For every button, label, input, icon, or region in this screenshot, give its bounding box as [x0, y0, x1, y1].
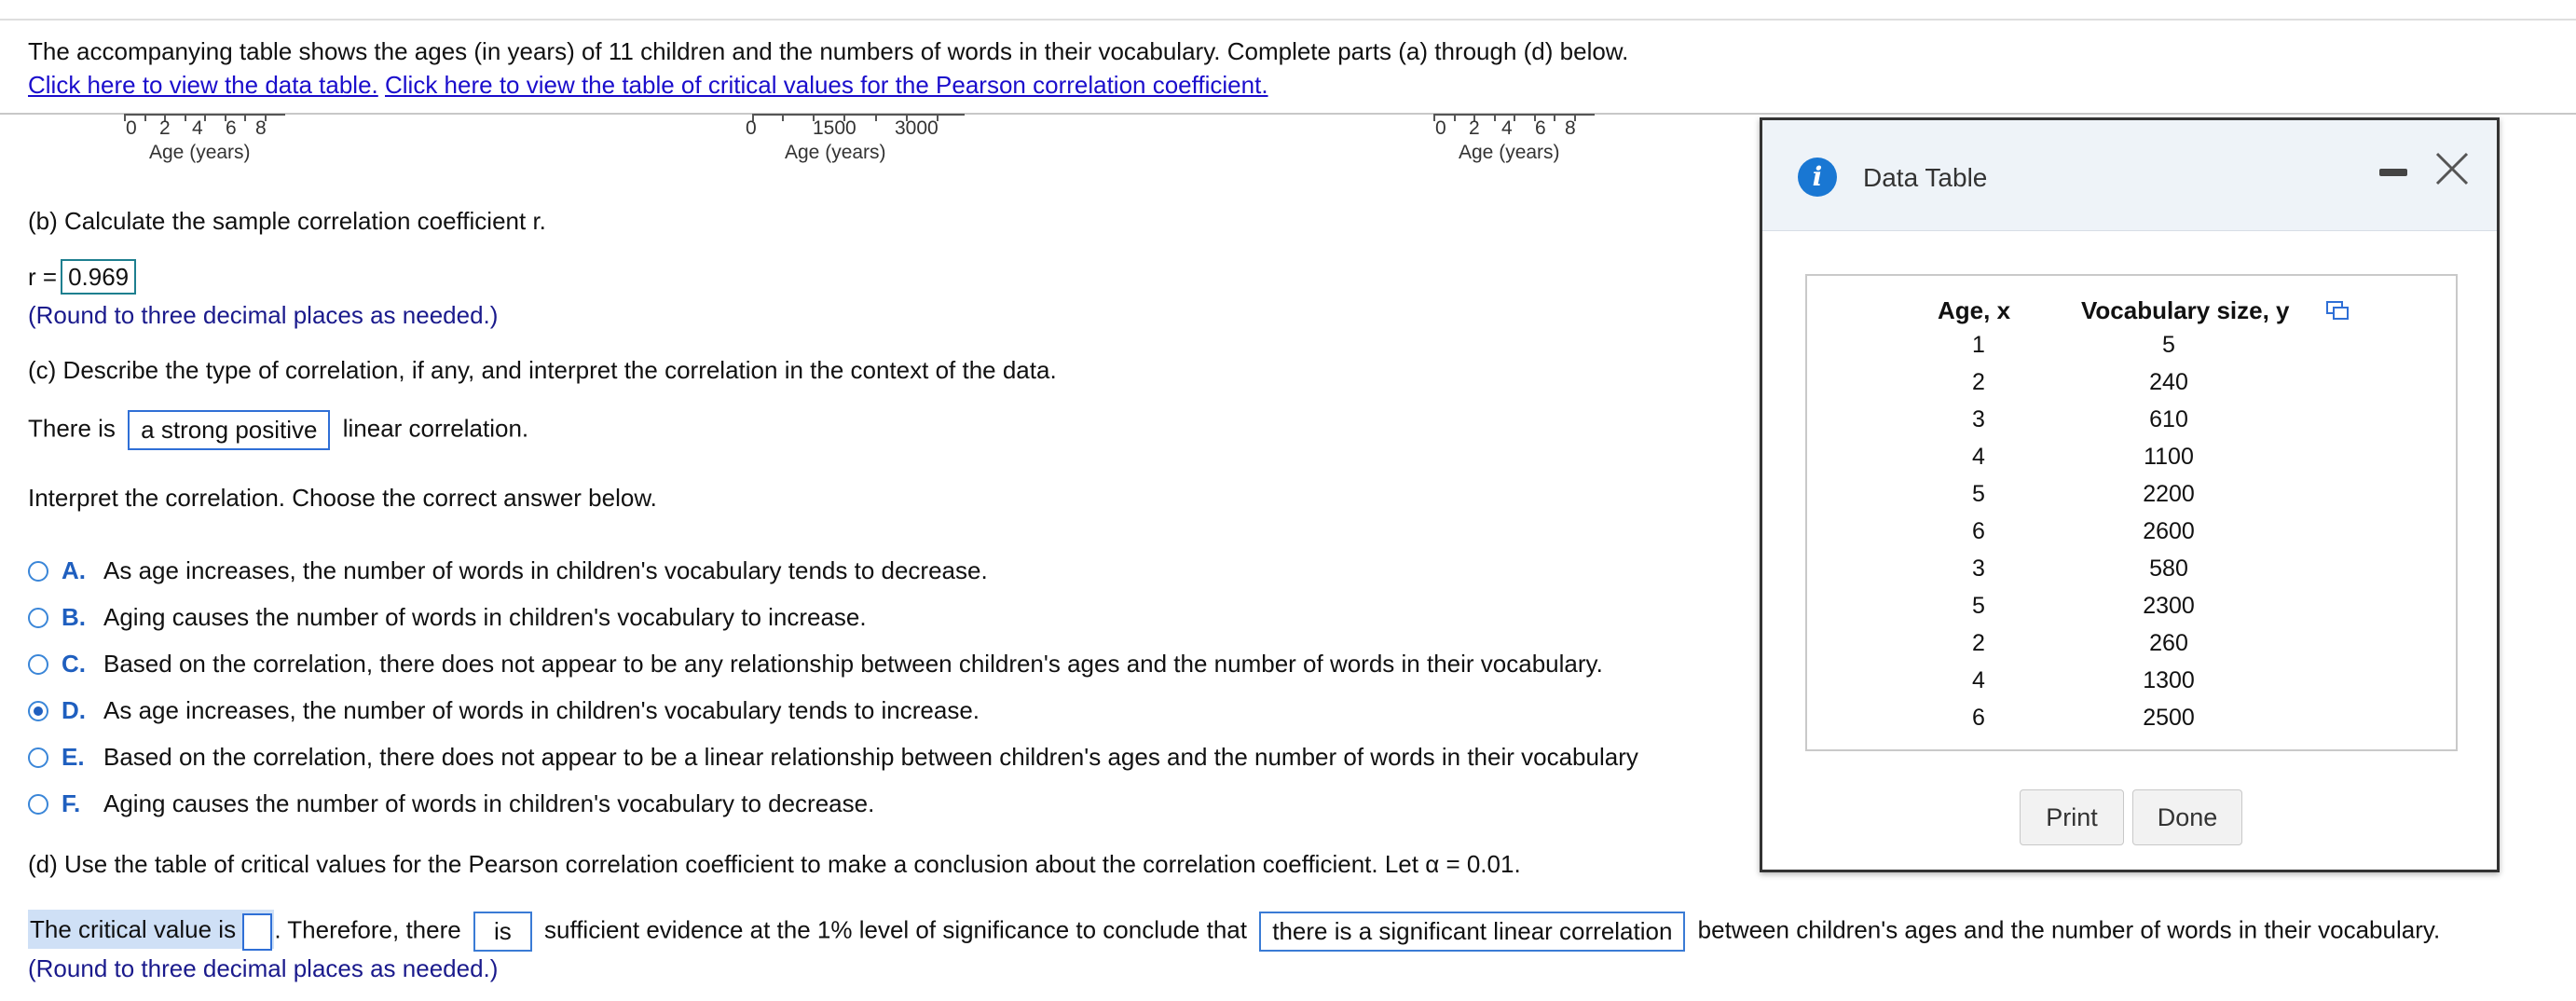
part-d-prompt: (d) Use the table of critical values for the Pearson correlation coefficient to make a conclusion about the correlation coefficient. Let α = 0.01.: [28, 850, 1521, 878]
part-b-prompt: (b) Calculate the sample correlation coefficient r.: [28, 207, 546, 235]
top-divider: [0, 19, 2576, 21]
column-header-vocabulary: Vocabulary size, y: [2081, 296, 2290, 324]
x-axis-label: Age (years): [149, 142, 251, 163]
graph-a-axis: [112, 114, 298, 171]
info-icon: i: [1798, 158, 1837, 197]
table-cell: 610: [2149, 406, 2188, 432]
there-is-text: There is: [28, 414, 116, 443]
option-letter: E.: [62, 743, 85, 771]
view-data-table-link[interactable]: Click here to view the data table.: [28, 71, 378, 99]
radio-button[interactable]: [28, 608, 48, 628]
tick-label: 4: [1501, 117, 1513, 139]
table-cell: 6: [1972, 705, 1985, 731]
table-cell: 3: [1972, 406, 1985, 432]
table-cell: 2: [1972, 369, 1985, 395]
table-cell: 2500: [2143, 705, 2195, 731]
graph-c-axis: [1421, 114, 1608, 171]
table-cell: 2: [1972, 630, 1985, 656]
therefore-text: . Therefore, there: [274, 915, 461, 944]
tick-label: 3000: [895, 117, 939, 139]
correlation-type-row: [28, 410, 528, 450]
tick-label: 4: [192, 117, 203, 139]
table-cell: 2600: [2143, 518, 2195, 544]
table-cell: 1100: [2144, 444, 2194, 470]
option-a[interactable]: [28, 556, 988, 585]
tick-label: 0: [126, 117, 137, 139]
option-f[interactable]: [28, 789, 874, 818]
option-letter: F.: [62, 789, 81, 817]
close-icon[interactable]: [2432, 148, 2473, 189]
part-c-prompt: (c) Describe the type of correlation, if any, and interpret the correlation in the context of the data.: [28, 356, 1057, 384]
done-button[interactable]: Done: [2132, 789, 2242, 845]
radio-button[interactable]: [28, 747, 48, 768]
option-letter: C.: [62, 650, 86, 678]
tick-label: 6: [226, 117, 237, 139]
radio-button[interactable]: [28, 561, 48, 582]
option-text: As age increases, the number of words in children's vocabulary tends to decrease.: [103, 556, 988, 584]
option-text: Aging causes the number of words in children's vocabulary to increase.: [103, 603, 867, 631]
option-letter: B.: [62, 603, 86, 631]
graph-b-axis-line: [736, 114, 979, 132]
option-text: Aging causes the number of words in children's vocabulary to decrease.: [103, 789, 875, 817]
correlation-type-select[interactable]: a strong positive: [128, 410, 330, 450]
correlation-suffix: linear correlation.: [342, 414, 529, 443]
copy-table-icon[interactable]: [2325, 300, 2350, 321]
conclusion-select[interactable]: there is a significant linear correlation: [1259, 912, 1685, 952]
r-value-field[interactable]: 0.969: [61, 259, 136, 295]
table-cell: 1: [1972, 332, 1985, 358]
option-text: Based on the correlation, there does not appear to be any relationship between children's ages and the number of words in their vocabulary.: [103, 650, 1603, 678]
data-table: [1805, 274, 2458, 751]
r-answer-row: [28, 263, 136, 292]
table-cell: 240: [2149, 369, 2188, 395]
critical-value-input[interactable]: [242, 913, 272, 951]
table-cell: 5: [2162, 332, 2175, 358]
x-axis-label: Age (years): [1459, 142, 1560, 163]
tick-label: 1500: [813, 117, 856, 139]
intro-text: The accompanying table shows the ages (in years) of 11 children and the numbers of words in their vocabulary. Complete parts (a) through (d) below.: [28, 37, 1629, 65]
table-cell: 5: [1972, 481, 1985, 507]
graph-c-axis-line: [1421, 114, 1608, 132]
column-header-age: Age, x: [1938, 296, 2011, 324]
table-cell: 3: [1972, 555, 1985, 582]
tick-label: 2: [1469, 117, 1480, 139]
option-text: As age increases, the number of words in children's vocabulary tends to increase.: [103, 696, 980, 724]
tick-label: 2: [159, 117, 171, 139]
option-b[interactable]: [28, 603, 867, 632]
graph-b-axis: [736, 114, 979, 171]
dialog-title: Data Table: [1863, 163, 1988, 192]
option-text: Based on the correlation, there does not appear to be a linear relationship between children's ages and the number of words in their vocabulary: [103, 743, 1638, 771]
interpret-prompt: Interpret the correlation. Choose the correct answer below.: [28, 484, 657, 512]
table-cell: 260: [2149, 630, 2188, 656]
option-letter: A.: [62, 556, 86, 584]
tick-label: 8: [1565, 117, 1576, 139]
table-cell: 2200: [2143, 481, 2195, 507]
radio-button[interactable]: [28, 654, 48, 675]
table-cell: 1300: [2143, 667, 2195, 693]
radio-button[interactable]: [28, 794, 48, 815]
is-isnot-select[interactable]: is: [473, 912, 532, 952]
part-b-hint: (Round to three decimal places as needed.): [28, 301, 499, 329]
middle-text: sufficient evidence at the 1% level of significance to conclude that: [543, 915, 1247, 944]
data-table-dialog: [1760, 117, 2500, 872]
minimize-icon[interactable]: [2379, 169, 2407, 176]
option-e[interactable]: [28, 743, 1638, 772]
critical-value-text: The critical value is: [30, 915, 237, 944]
view-critical-values-link[interactable]: Click here to view the table of critical values for the Pearson correlation coefficient.: [385, 71, 1268, 99]
graph-a-axis-line: [112, 114, 298, 132]
part-d-answer-row: [28, 912, 2440, 952]
table-cell: 580: [2149, 555, 2188, 582]
option-d[interactable]: [28, 696, 980, 725]
tick-label: 6: [1535, 117, 1546, 139]
option-c[interactable]: [28, 650, 1603, 679]
table-cell: 5: [1972, 593, 1985, 619]
radio-button-selected[interactable]: [28, 701, 48, 721]
option-letter: D.: [62, 696, 86, 724]
critical-value-label: [28, 910, 274, 949]
r-label: r =: [28, 263, 58, 291]
tick-label: 8: [255, 117, 267, 139]
tick-label: 0: [746, 117, 757, 139]
part-d-hint: (Round to three decimal places as needed.): [28, 954, 499, 982]
table-cell: 4: [1972, 667, 1985, 693]
print-button[interactable]: Print: [2020, 789, 2124, 845]
question-intro: [28, 35, 1628, 101]
tick-label: 0: [1435, 117, 1446, 139]
table-cell: 2300: [2143, 593, 2195, 619]
header-divider: [0, 113, 2576, 115]
table-cell: 6: [1972, 518, 1985, 544]
table-cell: 4: [1972, 444, 1985, 470]
x-axis-label: Age (years): [785, 142, 886, 163]
dialog-header: [1762, 120, 2497, 231]
end-text: between children's ages and the number of words in their vocabulary.: [1697, 915, 2441, 944]
